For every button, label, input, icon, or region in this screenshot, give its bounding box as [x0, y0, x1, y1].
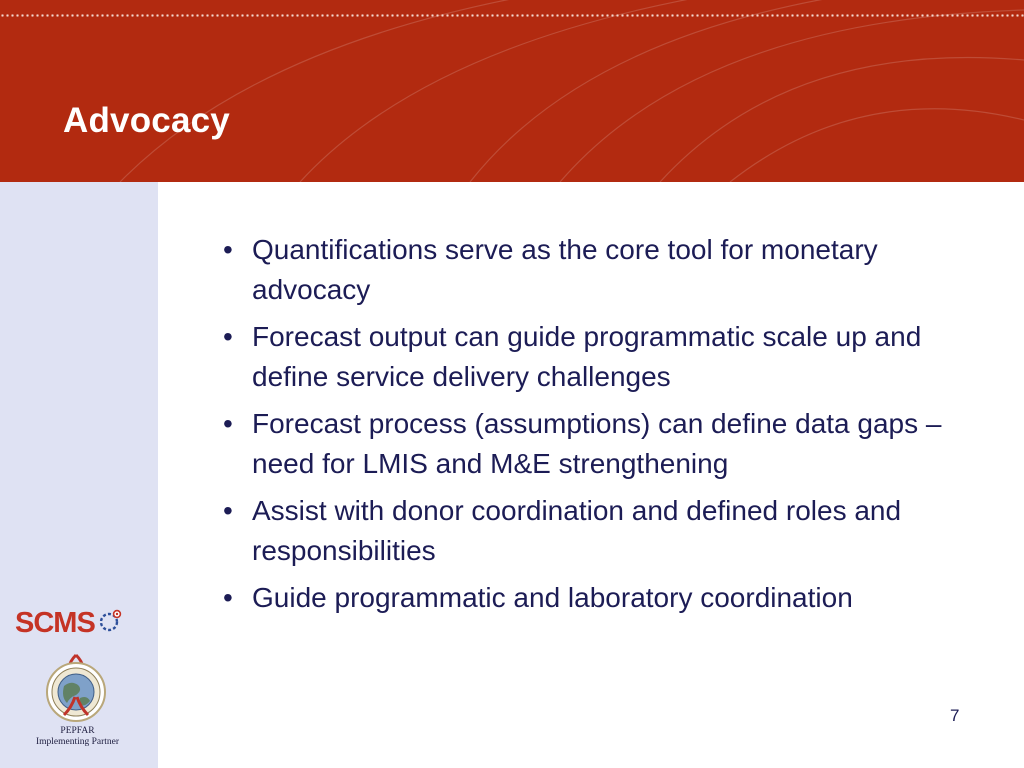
- pepfar-caption-line1: PEPFAR: [60, 726, 95, 736]
- bullet-item: [223, 491, 983, 571]
- bullet-list: [223, 230, 983, 625]
- slide-title: Advocacy: [63, 101, 230, 140]
- pepfar-caption: [20, 726, 135, 748]
- bullet-marker: •: [223, 321, 233, 352]
- bullet-item: [223, 317, 983, 397]
- dotted-rule: [0, 14, 1024, 17]
- bullet-text: Guide programmatic and laboratory coordination: [252, 582, 853, 613]
- bullet-item: [223, 578, 983, 618]
- bullet-marker: •: [223, 582, 233, 613]
- header-band: [0, 0, 1024, 182]
- decorative-arcs: [0, 0, 1024, 182]
- bullet-item: [223, 230, 983, 310]
- scms-wordmark: SCMS: [15, 606, 95, 639]
- bullet-item: [223, 404, 983, 484]
- bullet-text: Quantifications serve as the core tool for monetary advocacy: [252, 234, 878, 305]
- pepfar-globe-seal-icon: [40, 653, 112, 725]
- scms-logo: [15, 607, 123, 639]
- pepfar-caption-line2: Implementing Partner: [35, 737, 120, 747]
- bullet-text: Forecast output can guide programmatic scale up and define service delivery challenges: [252, 321, 922, 392]
- bullet-marker: •: [223, 495, 233, 526]
- bullet-marker: •: [223, 234, 233, 265]
- bullet-text: Forecast process (assumptions) can define data gaps – need for LMIS and M&E strengthening: [252, 408, 942, 479]
- bullet-text: Assist with donor coordination and defined roles and responsibilities: [252, 495, 902, 566]
- page-number: 7: [950, 706, 960, 725]
- scms-chain-ring-icon: [97, 608, 123, 634]
- bullet-marker: •: [223, 408, 233, 439]
